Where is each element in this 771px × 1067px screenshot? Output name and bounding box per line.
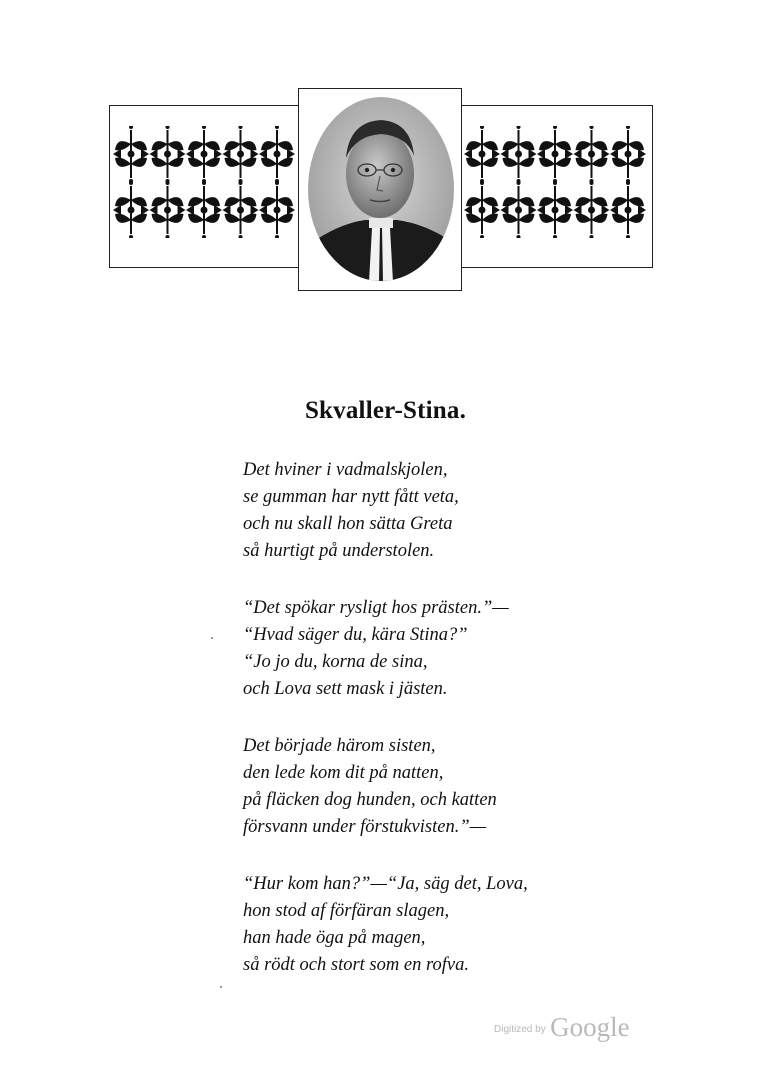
google-logo: Google bbox=[550, 1012, 630, 1042]
poem-line: “Jo jo du, korna de sina, bbox=[243, 652, 428, 672]
watermark-prefix: Digitized by bbox=[494, 1024, 546, 1035]
scan-speck bbox=[220, 986, 222, 988]
ornament-left bbox=[113, 126, 295, 238]
poem-line: på fläcken dog hunden, och katten bbox=[243, 790, 497, 810]
poem-line: “Hvad säger du, kära Stina?” bbox=[243, 625, 468, 645]
poem-line: “Det spökar rysligt hos prästen.”— bbox=[243, 598, 509, 618]
poem-title: Skvaller-Stina. bbox=[304, 397, 467, 424]
floral-lace-ornament-icon bbox=[464, 126, 646, 238]
poem-line: Det började härom sisten, bbox=[243, 736, 436, 756]
ornament-right bbox=[464, 126, 646, 238]
poem-line: se gumman har nytt fått veta, bbox=[243, 487, 459, 507]
poem-line: han hade öga på magen, bbox=[243, 928, 426, 948]
poem-line: den lede kom dit på natten, bbox=[243, 763, 444, 783]
scan-speck bbox=[211, 637, 213, 639]
poem-line: och Lova sett mask i jästen. bbox=[243, 679, 448, 699]
digitized-by-watermark bbox=[494, 1012, 630, 1043]
poem-line: så rödt och stort som en rofva. bbox=[243, 955, 469, 975]
stanza-3 bbox=[243, 733, 663, 841]
poem-line: och nu skall hon sätta Greta bbox=[243, 514, 453, 534]
poem-line: så hurtigt på understolen. bbox=[243, 541, 435, 561]
poem-line: försvann under förstukvisten.”— bbox=[243, 817, 487, 837]
poem-line: “Hur kom han?”—“Ja, säg det, Lova, bbox=[243, 874, 528, 894]
stanza-4 bbox=[243, 871, 663, 979]
stanza-2 bbox=[243, 595, 663, 703]
stanza-1 bbox=[243, 457, 663, 565]
poem-line: Det hviner i vadmalskjolen, bbox=[243, 460, 448, 480]
poem-body bbox=[243, 457, 663, 1009]
floral-lace-ornament-icon bbox=[113, 126, 295, 238]
clergyman-portrait-icon bbox=[307, 96, 455, 282]
poem-line: hon stod af förfäran slagen, bbox=[243, 901, 450, 921]
